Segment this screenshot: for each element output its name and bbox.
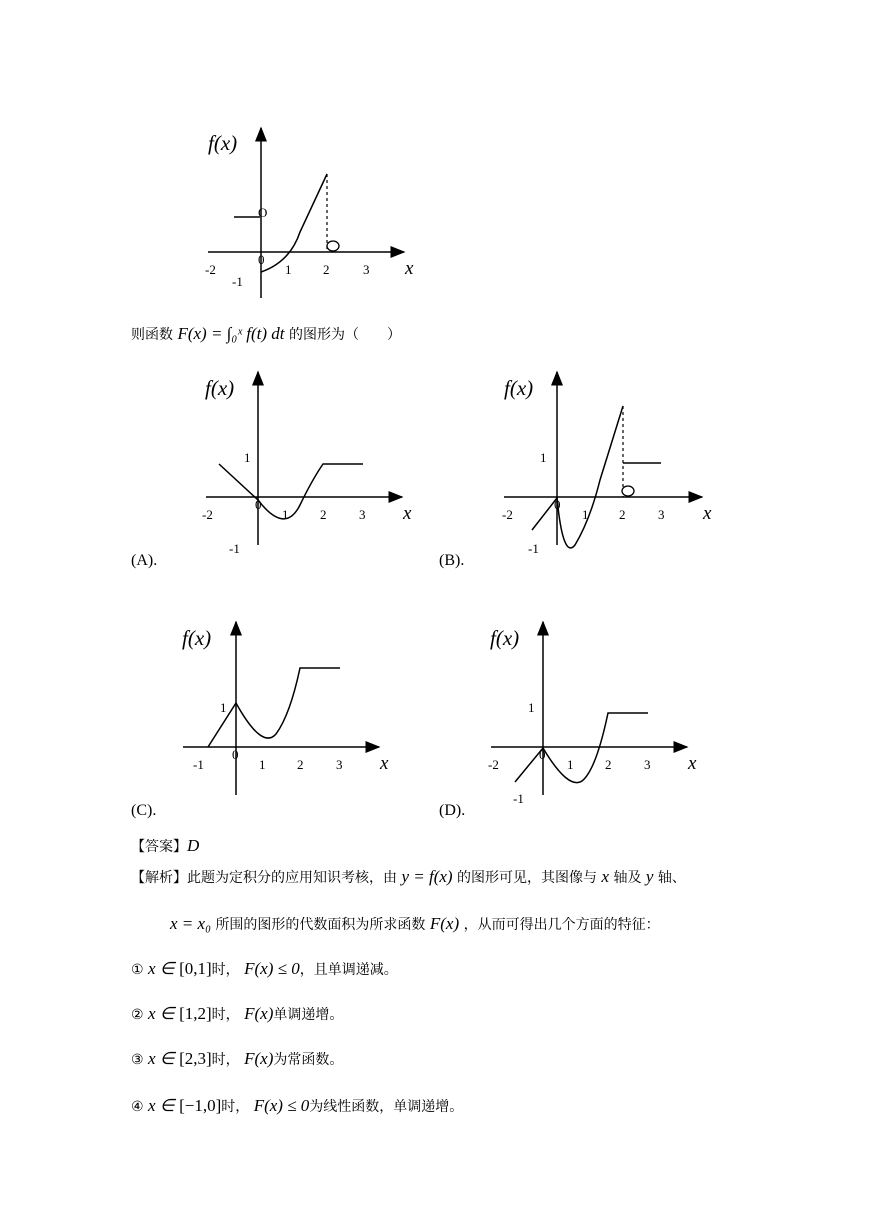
point-3-text-a: 时， (211, 1052, 240, 1068)
point-1 (131, 960, 398, 977)
analysis-math-2: x = x₀ (170, 914, 211, 933)
point-4-var: x ∈ (148, 1096, 175, 1115)
given-tick-neg2: -2 (205, 262, 216, 277)
point-1-expr: F(x) ≤ 0 (244, 959, 300, 978)
graph-b-tick-1: 1 (582, 507, 589, 522)
graph-a-ylabel: f(x) (205, 376, 235, 400)
graph-d-tick-3: 3 (644, 757, 651, 772)
given-open-point (327, 241, 339, 251)
point-2-marker: ② (131, 1007, 144, 1023)
point-4-expr: F(x) ≤ 0 (253, 1096, 310, 1115)
graph-a-tick-2: 2 (320, 507, 327, 522)
analysis-text-1a: 此题为定积分的应用知识考核，由 (187, 870, 397, 886)
graph-c-xlabel: x (380, 753, 389, 774)
question-suffix: 的图形为（ ） (289, 327, 401, 343)
graph-c-tick-neg1: -1 (193, 757, 204, 772)
graph-d-tick-2: 2 (605, 757, 612, 772)
graph-b-tick-neg2: -2 (502, 507, 513, 522)
point-1-text-b: ，且单调递减。 (299, 962, 398, 978)
analysis-math-2b: F(x) (429, 914, 460, 933)
point-3-interval: [2,3] (179, 1049, 212, 1068)
analysis-text-1b: 的图形可见，其图像与 (457, 870, 598, 886)
graph-c-tick-y1: 1 (220, 700, 227, 715)
point-1-marker: ① (131, 962, 144, 978)
graph-d-xlabel: x (688, 753, 697, 774)
analysis-math-x: x (601, 867, 610, 886)
analysis-text-1c: 轴及 (613, 870, 642, 886)
point-3-text-b: 为常函数。 (273, 1052, 344, 1068)
graph-b-axes (504, 372, 702, 545)
graph-c-tick-2: 2 (297, 757, 304, 772)
point-2 (131, 1005, 343, 1022)
point-1-text-a: 时， (211, 962, 240, 978)
graph-a-tick-neg2: -2 (202, 507, 213, 522)
graph-c-tick-3: 3 (336, 757, 343, 772)
point-2-interval: [1,2] (179, 1004, 212, 1023)
graph-b-tick-y1: 1 (540, 450, 547, 465)
graph-d-curve (515, 713, 648, 783)
point-4-text-a: 时， (221, 1099, 250, 1115)
graph-b-open-point (622, 486, 634, 496)
graph-c-axes (183, 622, 379, 795)
graph-a-tick-origin: 0 (255, 497, 262, 512)
point-1-interval: [0,1] (179, 959, 212, 978)
given-graph-axes (208, 128, 404, 298)
graph-c-tick-origin: 0 (232, 747, 239, 762)
option-a-label: (A). (131, 552, 158, 569)
graph-a-axes (206, 372, 402, 545)
point-3-expr: F(x) (244, 1049, 274, 1068)
given-tick-origin: 0 (258, 252, 265, 267)
analysis-line-2 (170, 915, 660, 932)
graph-c-ylabel: f(x) (182, 626, 212, 650)
analysis-text-1d: 轴、 (657, 870, 686, 886)
graph-d-tick-neg2: -2 (488, 757, 499, 772)
answer-value: D (187, 836, 200, 855)
option-d-label: (D). (439, 802, 466, 819)
graph-a-xlabel: x (403, 503, 412, 524)
graph-d-tick-1: 1 (567, 757, 574, 772)
point-3-var: x ∈ (148, 1049, 175, 1068)
analysis-line-1 (131, 868, 686, 885)
graph-d-ylabel: f(x) (490, 626, 520, 650)
given-ylabel: f(x) (208, 131, 238, 155)
graph-c-curve (208, 668, 340, 747)
point-2-text-a: 时， (211, 1007, 240, 1023)
graph-b-tick-2: 2 (619, 507, 626, 522)
point-3 (131, 1050, 343, 1067)
graph-d-tick-origin: 0 (539, 747, 546, 762)
graph-a-tick-neg1: -1 (229, 541, 240, 556)
graph-b-tick-3: 3 (658, 507, 665, 522)
graph-b-tick-neg1: -1 (528, 541, 539, 556)
given-open-circle: O (258, 205, 268, 220)
graph-a-tick-3: 3 (359, 507, 366, 522)
point-2-var: x ∈ (148, 1004, 175, 1023)
question-formula: F(x) = ∫₀ˣ f(t) dt (177, 324, 285, 343)
point-2-text-b: 单调递增。 (273, 1007, 344, 1023)
graph-a-tick-1: 1 (282, 507, 289, 522)
graph-b-ylabel: f(x) (504, 376, 534, 400)
analysis-text-2a: 所围的图形的代数面积为所求函数 (215, 917, 426, 933)
graph-d-tick-y1: 1 (528, 700, 535, 715)
given-xlabel: x (405, 258, 414, 279)
analysis-text-2b: ，从而可得出几个方面的特征： (463, 917, 660, 933)
point-2-expr: F(x) (244, 1004, 274, 1023)
analysis-label: 【解析】 (131, 870, 187, 886)
point-4-marker: ④ (131, 1099, 144, 1115)
given-curve (261, 174, 327, 272)
analysis-math-y: y (645, 867, 654, 886)
point-1-var: x ∈ (148, 959, 175, 978)
graph-d-axes (491, 622, 687, 795)
point-4-text-b: 为线性函数，单调递增。 (309, 1099, 464, 1115)
question-line (131, 325, 401, 342)
option-b-label: (B). (439, 552, 465, 569)
graph-b-tick-origin: 0 (554, 497, 561, 512)
given-tick-3: 3 (363, 262, 370, 277)
given-tick-neg1: -1 (232, 274, 243, 289)
answer-label: 【答案】 (131, 839, 187, 855)
graph-b-xlabel: x (703, 503, 712, 524)
point-4-interval: [−1,0] (179, 1096, 222, 1115)
analysis-math-1: y = f(x) (401, 867, 453, 886)
point-3-marker: ③ (131, 1052, 144, 1068)
graph-a-tick-y1: 1 (244, 450, 251, 465)
graph-d-tick-neg1: -1 (513, 791, 524, 806)
graph-c-tick-1: 1 (259, 757, 266, 772)
question-prefix: 则函数 (131, 327, 173, 343)
given-tick-2: 2 (323, 262, 330, 277)
given-tick-1: 1 (285, 262, 292, 277)
answer-line (131, 837, 199, 854)
graph-b-curve (532, 406, 623, 548)
graph-a-curve (219, 464, 363, 519)
option-c-label: (C). (131, 802, 157, 819)
point-4 (131, 1097, 463, 1114)
